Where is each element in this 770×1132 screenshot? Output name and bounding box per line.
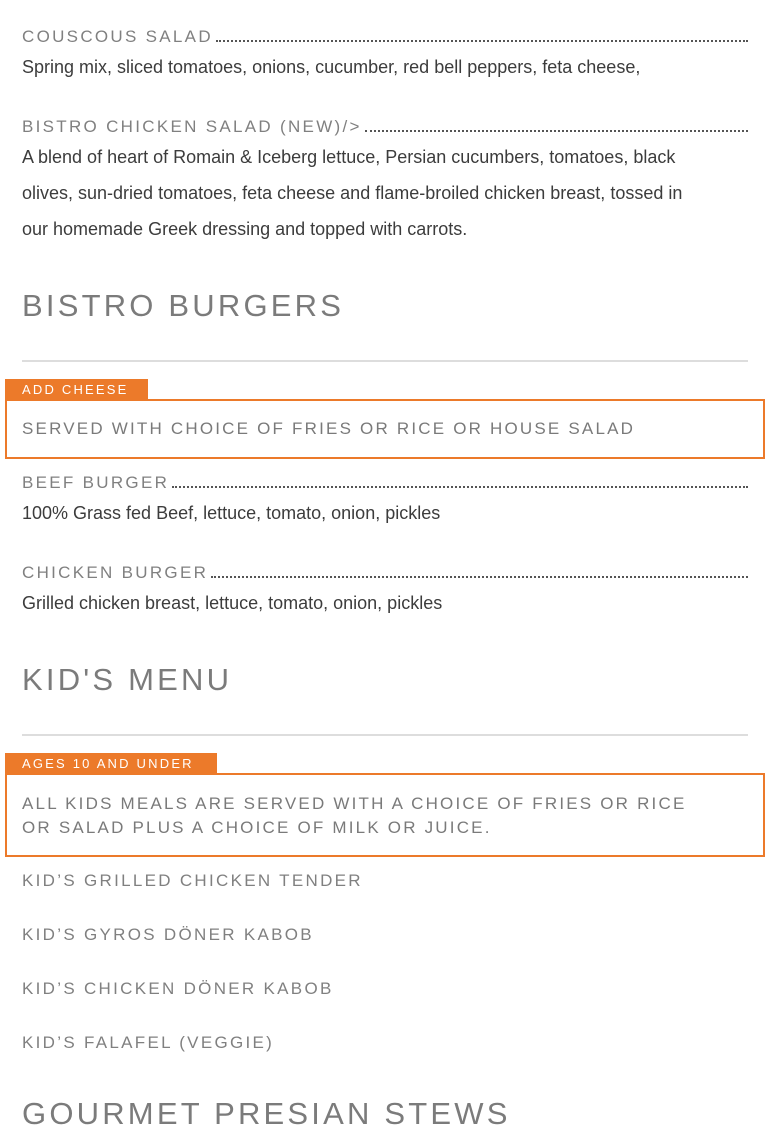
item-description-line-1: A blend of heart of Romain & Iceberg lettuce, Persian cucumbers, tomatoes, black	[22, 147, 676, 167]
section-title-gourmet-stews: GOURMET PRESIAN STEWS	[22, 1096, 511, 1131]
item-name: BEEF BURGER	[22, 473, 170, 492]
kids-item: KID’S GYROS DÖNER KABOB	[22, 925, 314, 944]
item-description: Spring mix, sliced tomatoes, onions, cucumber, red bell peppers, feta cheese,	[22, 57, 641, 77]
kids-item: KID’S FALAFEL (VEGGIE)	[22, 1033, 275, 1052]
section-title-kids-menu: KID'S MENU	[22, 662, 233, 697]
kids-note-box	[5, 773, 765, 857]
item-description: 100% Grass fed Beef, lettuce, tomato, onion, pickles	[22, 503, 441, 523]
section-title-bistro-burgers: BISTRO BURGERS	[22, 288, 345, 323]
dotted-leader	[216, 39, 748, 42]
menu-item-chicken-burger	[22, 563, 748, 583]
kids-note-line-2: OR SALAD PLUS A CHOICE OF MILK OR JUICE.	[22, 818, 492, 837]
kids-item: KID’S GRILLED CHICKEN TENDER	[22, 871, 363, 890]
menu-item-bistro-chicken-salad	[22, 117, 748, 137]
item-description-line-3: our homemade Greek dressing and topped with carrots.	[22, 219, 468, 239]
item-name: CHICKEN BURGER	[22, 563, 209, 582]
kids-note-line-1: ALL KIDS MEALS ARE SERVED WITH A CHOICE OF FRIES OR RICE	[22, 794, 687, 813]
section-divider	[22, 734, 748, 736]
burgers-note-text: SERVED WITH CHOICE OF FRIES OR RICE OR HOUSE SALAD	[22, 419, 636, 438]
dotted-leader	[172, 485, 748, 488]
item-description: Grilled chicken breast, lettuce, tomato, onion, pickles	[22, 593, 443, 613]
menu-item-couscous-salad	[22, 27, 748, 47]
menu-item-beef-burger	[22, 473, 748, 493]
burgers-note-box	[5, 399, 765, 459]
dotted-leader	[211, 575, 748, 578]
ages-tag: AGES 10 AND UNDER	[5, 753, 217, 775]
kids-item: KID’S CHICKEN DÖNER KABOB	[22, 979, 334, 998]
dotted-leader	[365, 129, 748, 132]
add-cheese-tag: ADD CHEESE	[5, 379, 148, 401]
section-divider	[22, 360, 748, 362]
item-name: COUSCOUS SALAD	[22, 27, 213, 46]
item-name: BISTRO CHICKEN SALAD (NEW)/>	[22, 117, 362, 136]
item-description-line-2: olives, sun-dried tomatoes, feta cheese and flame-broiled chicken breast, tossed in	[22, 183, 683, 203]
